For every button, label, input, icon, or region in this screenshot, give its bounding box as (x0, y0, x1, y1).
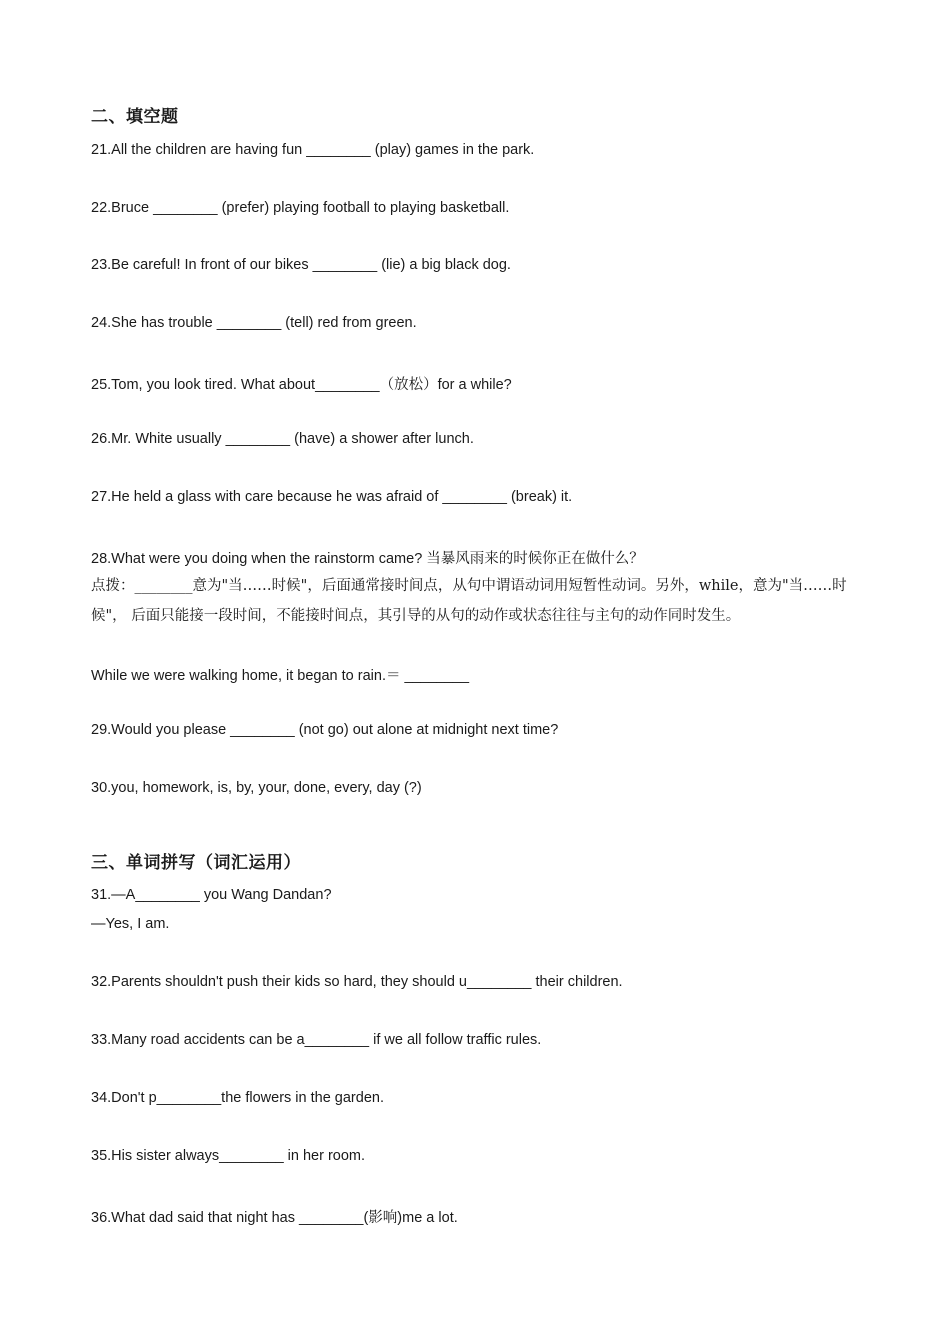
question-32: 32.Parents shouldn't push their kids so hard, they should u________ their children. (91, 974, 623, 990)
question-27: 27.He held a glass with care because he was afraid of ________ (break) it. (91, 489, 573, 505)
question-21: 21.All the children are having fun ________ (play) games in the park. (91, 142, 535, 158)
question-22: 22.Bruce ________ (prefer) playing football to playing basketball. (91, 200, 510, 216)
question-33: 33.Many road accidents can be a________ if we all follow traffic rules. (91, 1032, 542, 1048)
question-30: 30.you, homework, is, by, your, done, every, day (?) (91, 780, 422, 796)
question-28-hint: 点拨：________意为"当……时候"，后面通常接时间点，从句中谓语动词用短暂性动词。另外，while，意为"当……时候"， 后面只能接一段时间，不能接时间点，其引导的从句的动作或状态往往与主句的动作同时发生。 (91, 578, 847, 624)
question-28-rewrite: While we were walking home, it began to rain.＝ ________ (91, 668, 470, 684)
question-28: 28.What were you doing when the rainstorm came? 当暴风雨来的时候你正在做什么？ (91, 551, 644, 567)
question-35: 35.His sister always________ in her room. (91, 1148, 366, 1164)
question-25: 25.Tom, you look tired. What about________（放松）for a while? (91, 377, 512, 393)
question-36: 36.What dad said that night has ________(影响)me a lot. (91, 1210, 458, 1226)
question-24: 24.She has trouble ________ (tell) red from green. (91, 315, 417, 331)
section-title-spelling: 三、单词拼写（词汇运用） (91, 853, 301, 873)
question-31-answer: —Yes, I am. (91, 916, 170, 932)
section-title-fill-blanks: 二、填空题 (91, 107, 179, 127)
question-29: 29.Would you please ________ (not go) out alone at midnight next time? (91, 722, 559, 738)
question-34: 34.Don't p________the flowers in the garden. (91, 1090, 384, 1106)
question-26: 26.Mr. White usually ________ (have) a shower after lunch. (91, 431, 474, 447)
question-31: 31.—A________ you Wang Dandan? (91, 887, 332, 903)
question-23: 23.Be careful! In front of our bikes ________ (lie) a big black dog. (91, 257, 511, 273)
